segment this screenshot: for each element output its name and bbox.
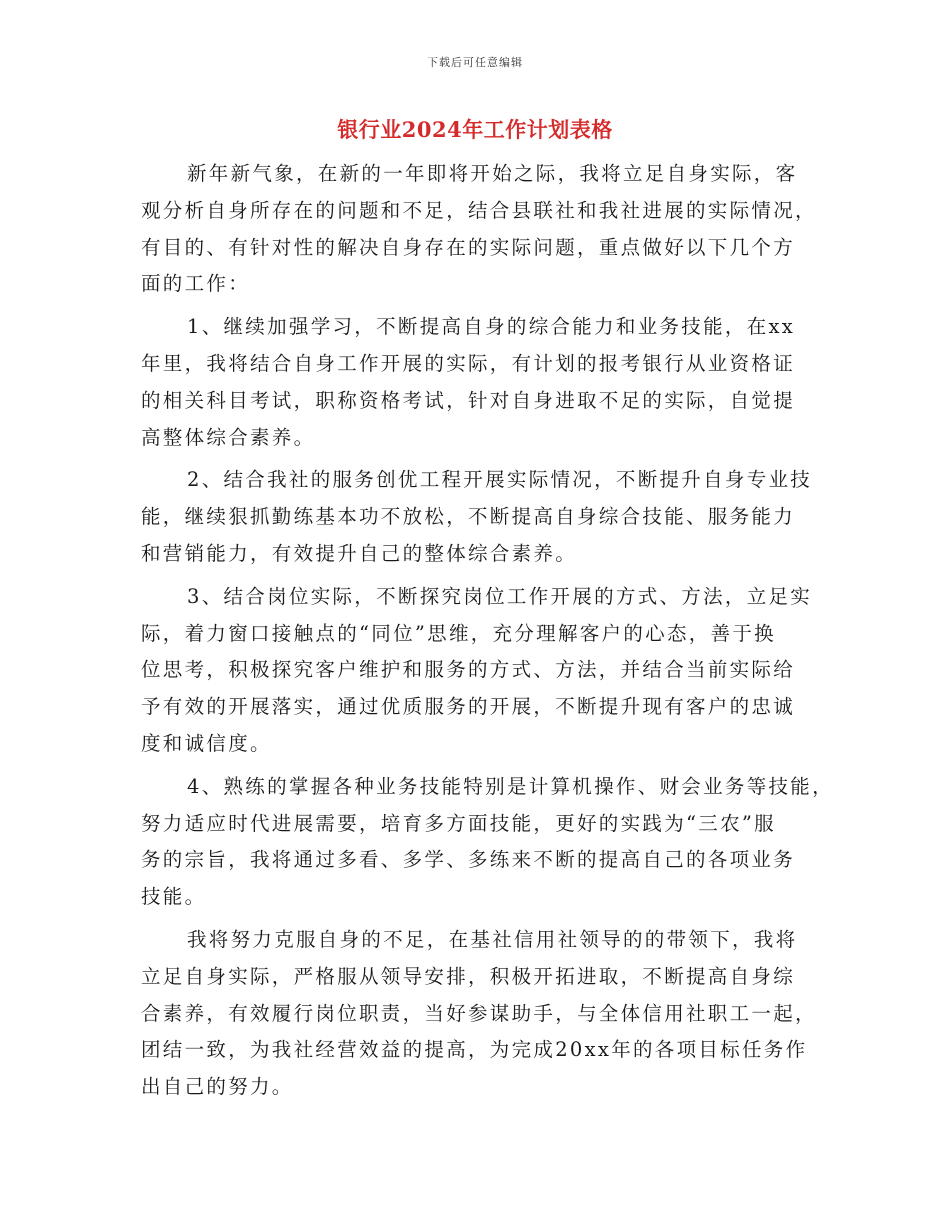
text-line: 团结一致，为我社经营效益的提高，为完成20xx年的各项目标任务作 (141, 1038, 808, 1062)
document-body (141, 156, 834, 1112)
paragraph-item-4 (141, 769, 834, 916)
paragraph-item-2 (141, 462, 821, 572)
header-note: 下载后可任意编辑 (427, 56, 523, 69)
text-line: 1、继续加强学习，不断提高自身的综合能力和业务技能，在xx (187, 315, 796, 339)
text-line: 有目的、有针对性的解决自身存在的实际问题，重点做好以下几个方 (141, 235, 796, 259)
paragraph-item-1 (141, 309, 821, 456)
text-line: 立足自身实际，严格服从领导安排，积极开拓进取，不断提高自身综 (141, 964, 796, 988)
text-line: 我将努力克服自身的不足，在基社信用社领导的的带领下，我将 (187, 927, 798, 951)
paragraph-conclusion (141, 922, 821, 1106)
text-line: 2、结合我社的服务创优工程开展实际情况，不断提升自身专业技 (187, 468, 813, 492)
text-line: 努力适应时代进展需要，培育多方面技能，更好的实践为“三农”服 (141, 811, 776, 835)
text-line: 予有效的开展落实，通过优质服务的开展，不断提升现有客户的忠诚 (141, 695, 796, 719)
text-line: 技能。 (141, 885, 207, 909)
text-line: 面的工作： (141, 272, 251, 296)
paragraph-item-3 (141, 579, 821, 763)
paragraph-intro (141, 156, 821, 303)
text-line: 3、结合岗位实际，不断探究岗位工作开展的方式、方法，立足实 (187, 584, 813, 608)
text-line: 和营销能力，有效提升自己的整体综合素养。 (141, 541, 578, 565)
text-line: 能，继续狠抓勤练基本功不放松，不断提高自身综合技能、服务能力 (141, 505, 796, 529)
document-title: 银行业2024年工作计划表格 (337, 117, 613, 142)
text-line: 度和诚信度。 (141, 731, 272, 755)
text-line: 合素养，有效履行岗位职责，当好参谋助手，与全体信用社职工一起， (141, 1001, 817, 1025)
text-line: 年里，我将结合自身工作开展的实际，有计划的报考银行从业资格证 (141, 351, 796, 375)
text-line: 新年新气象，在新的一年即将开始之际，我将立足自身实际，客 (187, 162, 798, 185)
text-line: 务的宗旨，我将通过多看、多学、多练来不断的提高自己的各项业务 (141, 848, 796, 872)
text-line: 4、熟练的掌握各种业务技能特别是计算机操作、财会业务等技能， (187, 774, 834, 798)
text-line: 出自己的努力。 (141, 1075, 294, 1099)
text-line: 际，着力窗口接触点的“同位”思维，充分理解客户的心态，善于换 (141, 621, 776, 645)
text-line: 的相关科目考试，职称资格考试，针对自身进取不足的实际，自觉提 (141, 388, 796, 412)
text-line: 观分析自身所存在的问题和不足，结合县联社和我社进展的实际情况， (141, 198, 817, 222)
text-line: 高整体综合素养。 (141, 425, 316, 449)
text-line: 位思考，积极探究客户维护和服务的方式、方法，并结合当前实际给 (141, 658, 796, 682)
